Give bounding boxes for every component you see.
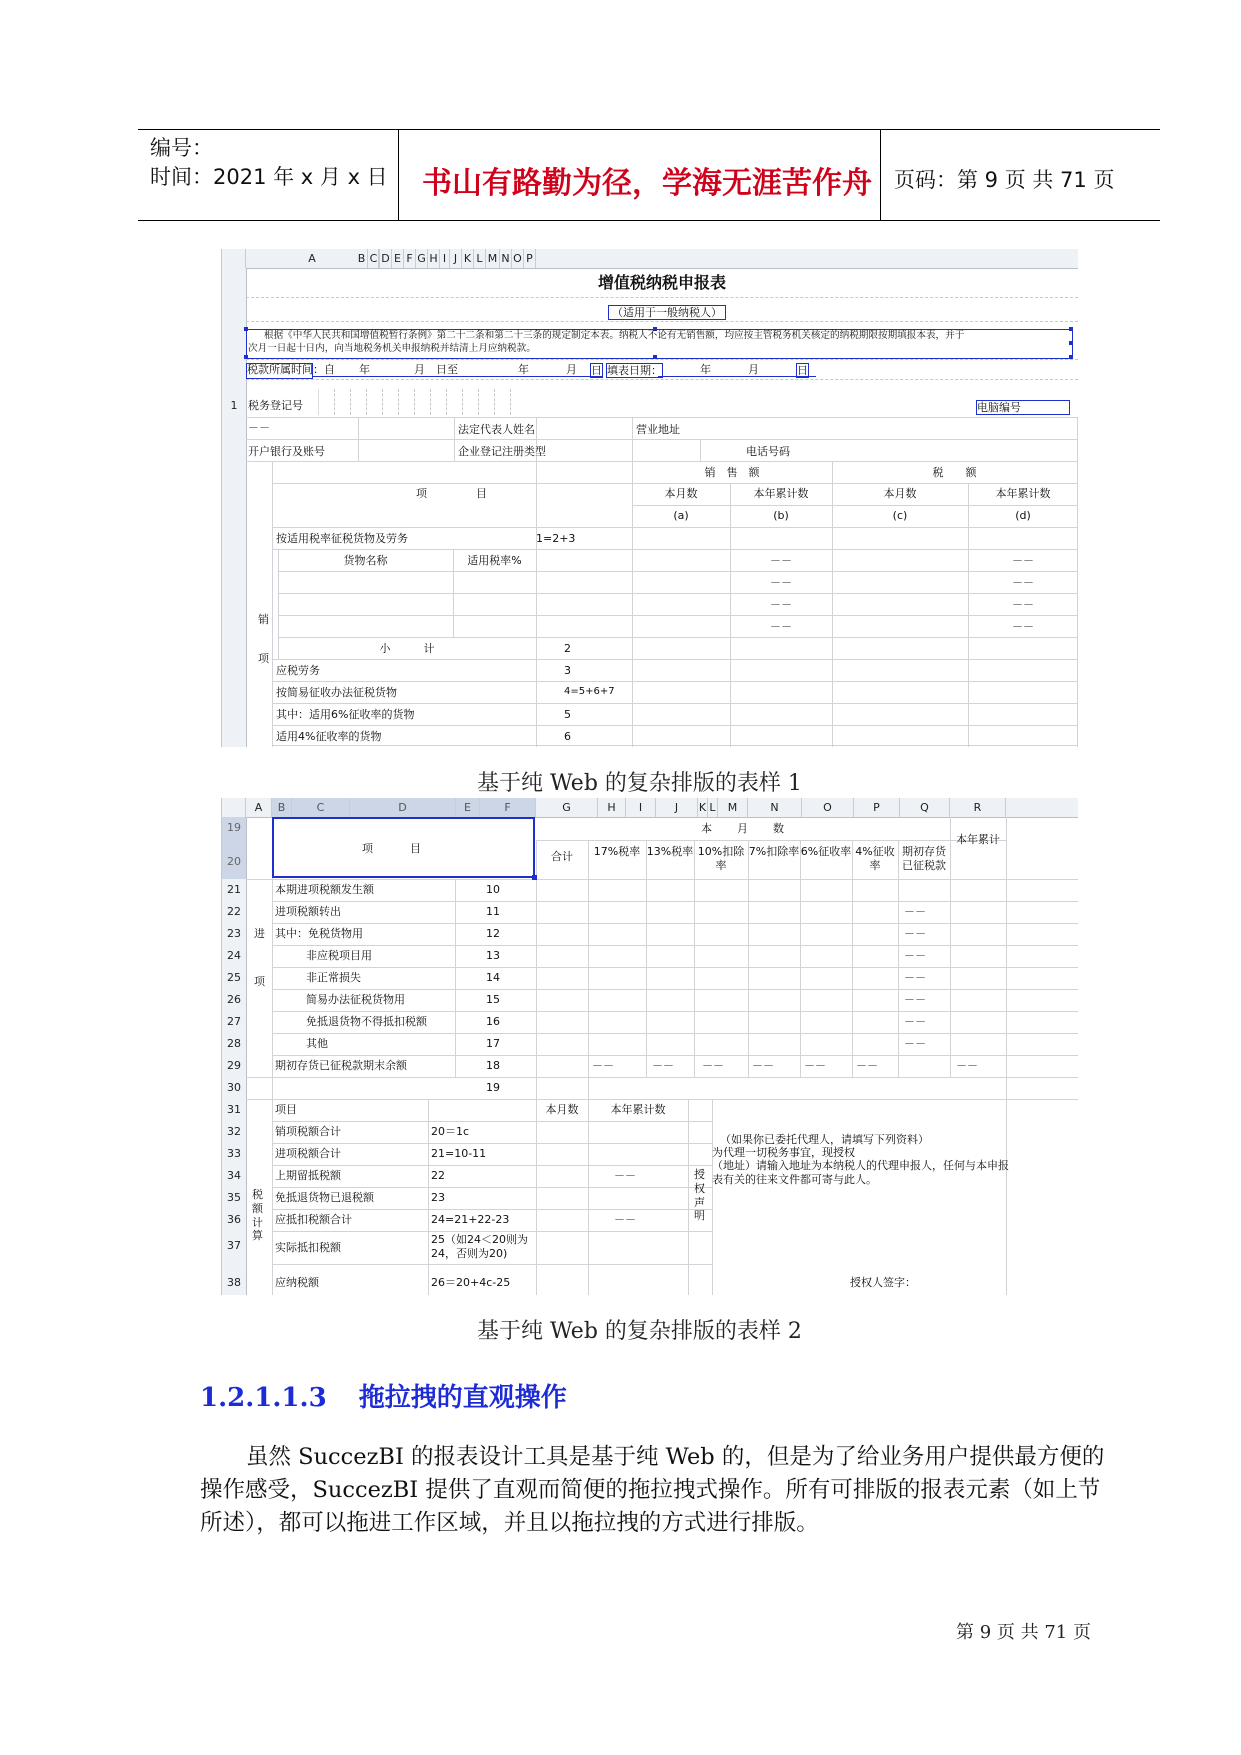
- row-number-23[interactable]: 23: [227, 927, 241, 940]
- calc-item-formula: 24=21+22-23: [431, 1213, 510, 1226]
- ytd-header: 本年累计: [956, 833, 1000, 846]
- input-item-label: 其中：免税货物用: [275, 927, 363, 940]
- header-divider-2: [880, 129, 881, 220]
- dash-d: －－: [1012, 620, 1034, 633]
- rate-10-header: 10%扣除率: [697, 845, 745, 872]
- col-header-o[interactable]: O: [802, 798, 854, 817]
- col-header-k[interactable]: K: [462, 249, 474, 268]
- calc-item-label: 上期留抵税额: [275, 1169, 341, 1182]
- dash-cell: －－: [856, 1059, 878, 1072]
- input-item-no: 16: [486, 1015, 500, 1028]
- col-header-m[interactable]: M: [486, 249, 500, 268]
- bank-account-label: 开户银行及账号: [248, 445, 325, 458]
- resize-handle[interactable]: [1069, 355, 1073, 359]
- calc-item-label: 进项税额合计: [275, 1147, 341, 1160]
- this-month-a: 本月数: [664, 487, 698, 500]
- tax-amount-header: 税 额: [932, 466, 977, 479]
- calc-item-formula: 23: [431, 1191, 445, 1204]
- year-label: 年: [359, 363, 370, 376]
- year-label-2: 年: [518, 363, 529, 376]
- col-header-k[interactable]: K: [698, 798, 708, 817]
- input-item-no: 19: [486, 1081, 500, 1094]
- item-header: 项 目: [416, 487, 488, 500]
- col-header-d[interactable]: D: [380, 249, 392, 268]
- row-number-20[interactable]: 20: [222, 845, 246, 879]
- col-header-o[interactable]: O: [512, 249, 524, 268]
- col-header-p[interactable]: P: [854, 798, 900, 817]
- col-header-g[interactable]: G: [536, 798, 598, 817]
- col-a-label: (a): [673, 509, 689, 522]
- row-number-27[interactable]: 27: [227, 1015, 241, 1028]
- resize-handle[interactable]: [244, 327, 248, 331]
- month-label-2: 月: [566, 363, 577, 376]
- item-header: 项 目: [362, 842, 422, 855]
- row-header-bar: [222, 268, 247, 747]
- calc-item-formula: 25（如24＜20则为24，否则为20): [431, 1233, 528, 1260]
- rate-4-header: 4%征收率: [855, 845, 895, 872]
- dash-cell: －－: [904, 971, 926, 984]
- calc-item-formula: 21=10-11: [431, 1147, 487, 1160]
- dash-b: －－: [770, 576, 792, 589]
- dash-cell: －－: [702, 1059, 724, 1072]
- row-number-35[interactable]: 35: [227, 1191, 241, 1204]
- section-number: 1.2.1.1.3: [200, 1383, 327, 1413]
- simple-label: 按简易征收办法征税货物: [276, 686, 397, 699]
- day-label-2[interactable]: 日: [797, 364, 808, 377]
- row-number-33[interactable]: 33: [227, 1147, 241, 1160]
- subtotal-label: 小 计: [379, 642, 435, 655]
- calc-item-label: 免抵退货物已退税额: [275, 1191, 374, 1204]
- rate-17-header: 17%税率: [593, 845, 641, 858]
- dash-cell: －－: [956, 1059, 978, 1072]
- col-header-f[interactable]: F: [480, 798, 536, 817]
- column-header-bar: [222, 249, 1078, 269]
- ytd-d: 本年累计数: [995, 487, 1051, 500]
- section-title: 拖拉拽的直观操作: [358, 1383, 567, 1413]
- rate-7-header: 7%扣除率: [748, 845, 800, 858]
- col-d-label: (d): [1015, 509, 1031, 522]
- caption-2: 基于纯 Web 的复杂排版的表样 2: [477, 1319, 802, 1344]
- total-header: 合计: [551, 850, 573, 863]
- figure-1-screenshot: [221, 249, 1078, 747]
- year-label-3: 年: [700, 363, 711, 376]
- row-general-label: 按适用税率征税货物及劳务: [276, 532, 408, 545]
- col-header-h[interactable]: H: [598, 798, 626, 817]
- figure-2-screenshot: [221, 798, 1078, 1295]
- business-addr-label: 营业地址: [636, 423, 680, 436]
- row-number-37[interactable]: 37: [227, 1239, 241, 1252]
- row-number-32[interactable]: 32: [227, 1125, 241, 1138]
- col-header-p[interactable]: P: [524, 249, 536, 268]
- fill-date-label[interactable]: 填表日期：: [607, 364, 662, 377]
- col-header-c[interactable]: C: [368, 249, 380, 268]
- subtotal-formula: 2: [564, 642, 571, 655]
- calc-ytd: 本年累计数: [610, 1103, 666, 1116]
- rate6-label: 其中：适用6%征收率的货物: [276, 708, 415, 721]
- computer-no-cell[interactable]: 电脑编号: [976, 400, 1070, 415]
- input-item-no: 17: [486, 1037, 500, 1050]
- col-header-a[interactable]: A: [246, 798, 272, 817]
- month-label-3: 月: [748, 363, 759, 376]
- input-item-no: 18: [486, 1059, 500, 1072]
- company-type-label: 企业登记注册类型: [458, 445, 546, 458]
- header-time-label: 时间：2021 年 x 月 x 日: [150, 165, 388, 189]
- row-number-24[interactable]: 24: [227, 949, 241, 962]
- side-sales: 销: [258, 613, 269, 626]
- col-header-i[interactable]: I: [440, 249, 450, 268]
- col-header-j[interactable]: J: [656, 798, 698, 817]
- calc-item-formula: 20＝1c: [431, 1125, 470, 1138]
- dash-b: －－: [770, 620, 792, 633]
- row-number-1[interactable]: 1: [230, 399, 238, 412]
- row-number-34[interactable]: 34: [227, 1169, 241, 1182]
- dash-cell: －－: [592, 1059, 614, 1072]
- services-formula: 3: [564, 664, 571, 677]
- section-heading: [200, 1377, 567, 1414]
- col-header-q[interactable]: Q: [900, 798, 950, 817]
- row-number-22[interactable]: 22: [227, 905, 241, 918]
- dash-cell: －－: [904, 927, 926, 940]
- col-header-c[interactable]: C: [292, 798, 350, 817]
- month-label: 月: [414, 363, 425, 376]
- opening-header: 期初存货已征税款: [902, 845, 946, 872]
- side-calc: 税额计算: [252, 1188, 263, 1243]
- col-header-l[interactable]: L: [474, 249, 486, 268]
- row-number-30[interactable]: 30: [227, 1081, 241, 1094]
- col-header-n[interactable]: N: [748, 798, 802, 817]
- page-footer: 第 9 页 共 71 页: [956, 1622, 1091, 1643]
- input-item-no: 14: [486, 971, 500, 984]
- calc-item-formula: 26＝20+4c-25: [431, 1276, 511, 1289]
- dash-cell: －－: [248, 421, 270, 434]
- auth-side: 授权声明: [694, 1168, 705, 1223]
- header-number-label: 编号：: [150, 136, 213, 160]
- simple-formula: 4=5+6+7: [564, 686, 615, 697]
- input-item-no: 15: [486, 993, 500, 1006]
- row-number-28[interactable]: 28: [227, 1037, 241, 1050]
- calc-item-label: 应纳税额: [275, 1276, 319, 1289]
- calc-header: 项目: [275, 1103, 297, 1116]
- intro-line-1: 根据《中华人民共和国增值税暂行条例》第二十二条和第二十三条的规定制定本表。纳税人不论有无销售额，均应按主管税务机关核定的纳税期限按期填报本表，并于: [264, 330, 965, 341]
- dash-cell: －－: [614, 1213, 636, 1226]
- row-number-38[interactable]: 38: [227, 1276, 241, 1289]
- dash-d: －－: [1012, 598, 1034, 611]
- input-item-label: 免抵退货物不得抵扣税额: [306, 1015, 427, 1028]
- services-label: 应税劳务: [276, 664, 320, 677]
- col-header-m[interactable]: M: [718, 798, 748, 817]
- header-top-rule: [138, 129, 1160, 130]
- input-item-no: 11: [486, 905, 500, 918]
- rate4-formula: 6: [564, 730, 571, 743]
- this-month-c: 本月数: [883, 487, 917, 500]
- col-header-a[interactable]: A: [246, 249, 379, 268]
- period-label: 税款所属时间：自: [247, 363, 335, 376]
- dash-cell: －－: [904, 1015, 926, 1028]
- calc-item-label: 实际抵扣税额: [275, 1241, 341, 1254]
- col-header-b[interactable]: B: [272, 798, 292, 817]
- input-item-label: 简易办法征税货物用: [306, 993, 405, 1006]
- col-header-l[interactable]: L: [708, 798, 718, 817]
- rate-13-header: 13%税率: [646, 845, 694, 858]
- col-b-label: (b): [773, 509, 789, 522]
- resize-handle[interactable]: [1069, 327, 1073, 331]
- col-c-label: (c): [892, 509, 908, 522]
- input-item-no: 10: [486, 883, 500, 896]
- row-number-26[interactable]: 26: [227, 993, 241, 1006]
- body-paragraph: 虽然 SuccezBI 的报表设计工具是基于纯 Web 的，但是为了给业务用户提供最方便的操作感受，SuccezBI 提供了直观而简便的拖拉拽式操作。所有可排版的报表元素（如上节所述），都可以拖进工作区域，并且以拖拉拽的方式进行排版。: [200, 1444, 1105, 1536]
- dash-cell: －－: [904, 1037, 926, 1050]
- goods-name-header: 货物名称: [343, 554, 388, 567]
- col-header-b[interactable]: B: [356, 249, 368, 268]
- input-item-label: 本期进项税额发生额: [275, 883, 374, 896]
- col-header-h[interactable]: H: [428, 249, 440, 268]
- tax-reg-label: 税务登记号: [248, 399, 303, 412]
- dash-cell: －－: [804, 1059, 826, 1072]
- header-page-label: 页码：第 9 页 共 71 页: [894, 168, 1115, 192]
- day-label[interactable]: 日: [591, 364, 602, 377]
- side-in: 进: [254, 927, 265, 940]
- fill-handle[interactable]: [532, 875, 537, 880]
- input-item-label: 进项税额转出: [275, 905, 341, 918]
- dash-cell: －－: [752, 1059, 774, 1072]
- row-number-25[interactable]: 25: [227, 971, 241, 984]
- row-number-36[interactable]: 36: [227, 1213, 241, 1226]
- resize-handle[interactable]: [653, 355, 657, 359]
- calc-item-formula: 22: [431, 1169, 445, 1182]
- col-header-r[interactable]: R: [950, 798, 1006, 817]
- col-header-e[interactable]: E: [456, 798, 480, 817]
- intro-line-2: 次月一日起十日内，向当地税务机关申报纳税并结清上月应纳税款。: [248, 343, 536, 354]
- col-header-d[interactable]: D: [350, 798, 456, 817]
- header-motto: 书山有路勤为径，学海无涯苦作舟: [422, 166, 872, 201]
- header-divider-1: [398, 129, 399, 220]
- dash-cell: －－: [652, 1059, 674, 1072]
- auth-text-1: （如果你已委托代理人，请填写下列资料）: [720, 1133, 929, 1146]
- resize-handle[interactable]: [1069, 341, 1073, 345]
- dash-b: －－: [770, 598, 792, 611]
- row-number-21[interactable]: 21: [227, 883, 241, 896]
- side-item: 项: [258, 652, 269, 665]
- caption-1: 基于纯 Web 的复杂排版的表样 1: [477, 771, 802, 796]
- rate-header: 适用税率%: [467, 554, 522, 567]
- day-to-label: 日至: [436, 363, 458, 376]
- side-item: 项: [254, 975, 265, 988]
- signature-label: 授权人签字：: [850, 1276, 916, 1289]
- rate4-label: 适用4%征收率的货物: [276, 730, 382, 743]
- input-item-label: 非正常损失: [306, 971, 361, 984]
- dash-cell: －－: [904, 905, 926, 918]
- col-header-e[interactable]: E: [392, 249, 404, 268]
- auth-text-2: 为代理一切税务事宜，现授权: [712, 1146, 855, 1159]
- dash-b: －－: [770, 554, 792, 567]
- dash-d: －－: [1012, 554, 1034, 567]
- this-month-header: 本 月 数: [701, 822, 785, 835]
- input-item-no: 13: [486, 949, 500, 962]
- form-title: 增值税纳税申报表: [597, 273, 726, 292]
- col-header-n[interactable]: N: [500, 249, 512, 268]
- auth-text-3: （地址）请输入地址为本纳税人的代理申报人，任何与本申报表有关的往来文件都可寄与此人。: [712, 1159, 1009, 1186]
- input-item-label: 其他: [306, 1037, 328, 1050]
- form-subtitle[interactable]: （适用于一般纳税人）: [608, 305, 726, 320]
- input-item-no: 12: [486, 927, 500, 940]
- col-header-i[interactable]: I: [626, 798, 656, 817]
- rate-6-header: 6%征收率: [800, 845, 852, 858]
- calc-item-label: 应抵扣税额合计: [275, 1213, 352, 1226]
- col-header-g[interactable]: G: [416, 249, 428, 268]
- col-header-j[interactable]: J: [450, 249, 462, 268]
- col-header-f[interactable]: F: [404, 249, 416, 268]
- ytd-b: 本年累计数: [753, 487, 809, 500]
- header-bottom-rule: [138, 220, 1160, 221]
- rate6-formula: 5: [564, 708, 571, 721]
- dash-d: －－: [1012, 576, 1034, 589]
- calc-this-month: 本月数: [545, 1103, 579, 1116]
- row-number-31[interactable]: 31: [227, 1103, 241, 1116]
- input-item-label: 期初存货已征税款期末余额: [275, 1059, 407, 1072]
- dash-cell: －－: [614, 1169, 636, 1182]
- calc-item-label: 销项税额合计: [275, 1125, 341, 1138]
- sales-amount-header: 销 售 额: [704, 466, 760, 479]
- row-number-19[interactable]: 19: [222, 817, 246, 845]
- resize-handle[interactable]: [244, 355, 248, 359]
- phone-label: 电话号码: [746, 445, 790, 458]
- input-item-label: 非应税项目用: [306, 949, 372, 962]
- dash-cell: －－: [904, 993, 926, 1006]
- row-general-formula: 1=2+3: [536, 532, 576, 545]
- dash-cell: －－: [904, 949, 926, 962]
- legal-rep-label: 法定代表人姓名: [458, 423, 535, 436]
- row-number-29[interactable]: 29: [227, 1059, 241, 1072]
